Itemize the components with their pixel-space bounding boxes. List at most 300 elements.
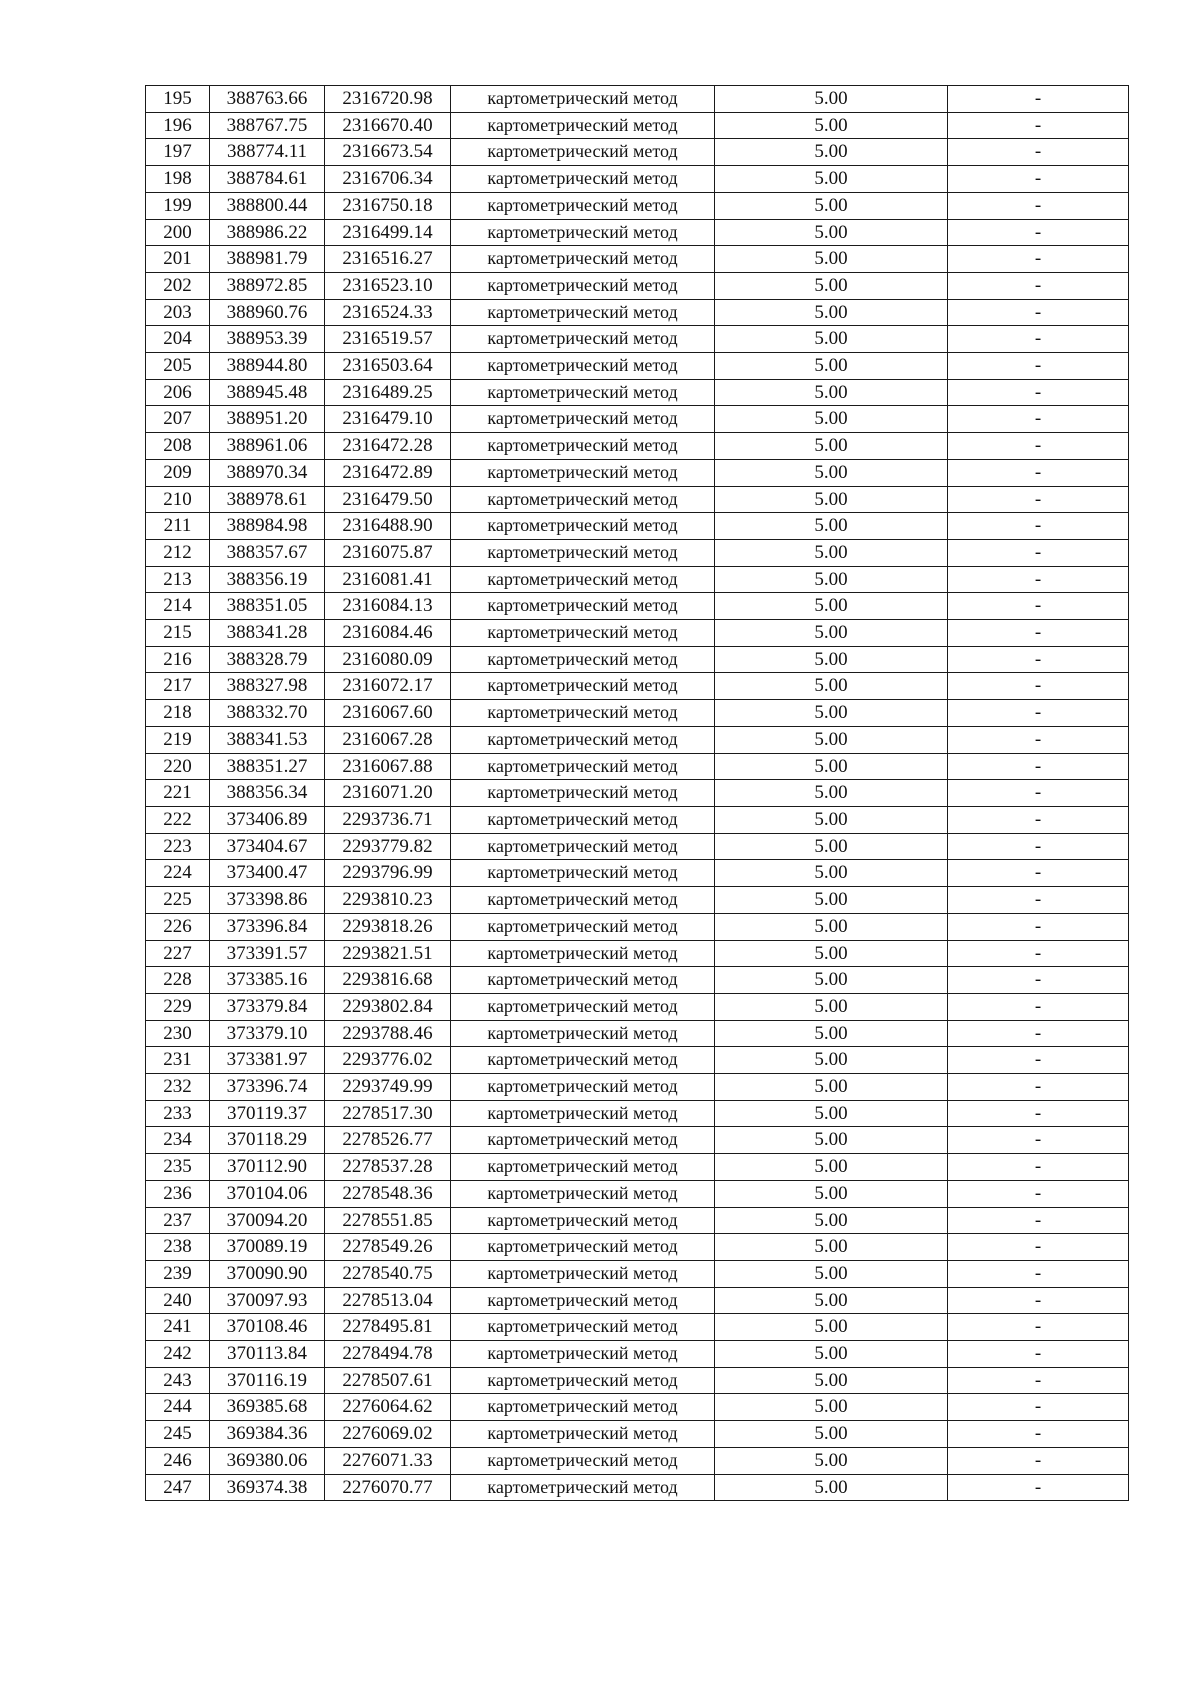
- table-row: [146, 1154, 1129, 1181]
- description-cell: -: [948, 673, 1129, 700]
- method-cell: картометрический метод: [451, 272, 715, 299]
- y-coordinate-cell: 2316067.28: [325, 726, 451, 753]
- y-coordinate-cell: 2316673.54: [325, 139, 451, 166]
- table-row: [146, 379, 1129, 406]
- method-cell: картометрический метод: [451, 967, 715, 994]
- description-cell: -: [948, 1394, 1129, 1421]
- x-coordinate-cell: 388961.06: [210, 433, 325, 460]
- y-coordinate-cell: 2278517.30: [325, 1100, 451, 1127]
- description-cell: -: [948, 1234, 1129, 1261]
- method-cell: картометрический метод: [451, 139, 715, 166]
- x-coordinate-cell: 369374.38: [210, 1474, 325, 1501]
- y-coordinate-cell: 2278513.04: [325, 1287, 451, 1314]
- table-row: [146, 620, 1129, 647]
- method-cell: картометрический метод: [451, 1394, 715, 1421]
- x-coordinate-cell: 369380.06: [210, 1447, 325, 1474]
- y-coordinate-cell: 2278548.36: [325, 1180, 451, 1207]
- y-coordinate-cell: 2278551.85: [325, 1207, 451, 1234]
- point-number-cell: 228: [146, 967, 210, 994]
- description-cell: -: [948, 646, 1129, 673]
- accuracy-cell: 5.00: [715, 833, 948, 860]
- accuracy-cell: 5.00: [715, 1314, 948, 1341]
- y-coordinate-cell: 2316472.89: [325, 459, 451, 486]
- accuracy-cell: 5.00: [715, 566, 948, 593]
- point-number-cell: 225: [146, 887, 210, 914]
- description-cell: -: [948, 1260, 1129, 1287]
- point-number-cell: 230: [146, 1020, 210, 1047]
- description-cell: -: [948, 1100, 1129, 1127]
- table-row: [146, 166, 1129, 193]
- x-coordinate-cell: 373404.67: [210, 833, 325, 860]
- accuracy-cell: 5.00: [715, 940, 948, 967]
- description-cell: -: [948, 1154, 1129, 1181]
- point-number-cell: 231: [146, 1047, 210, 1074]
- description-cell: -: [948, 1367, 1129, 1394]
- method-cell: картометрический метод: [451, 1287, 715, 1314]
- y-coordinate-cell: 2278494.78: [325, 1341, 451, 1368]
- accuracy-cell: 5.00: [715, 1180, 948, 1207]
- method-cell: картометрический метод: [451, 913, 715, 940]
- description-cell: -: [948, 1341, 1129, 1368]
- accuracy-cell: 5.00: [715, 326, 948, 353]
- point-number-cell: 210: [146, 486, 210, 513]
- y-coordinate-cell: 2316479.10: [325, 406, 451, 433]
- y-coordinate-cell: 2316706.34: [325, 166, 451, 193]
- table-row: [146, 539, 1129, 566]
- point-number-cell: 229: [146, 993, 210, 1020]
- x-coordinate-cell: 388960.76: [210, 299, 325, 326]
- y-coordinate-cell: 2293788.46: [325, 1020, 451, 1047]
- x-coordinate-cell: 373379.84: [210, 993, 325, 1020]
- method-cell: картометрический метод: [451, 806, 715, 833]
- description-cell: -: [948, 780, 1129, 807]
- coordinates-table: [145, 85, 1129, 1501]
- x-coordinate-cell: 388351.05: [210, 593, 325, 620]
- y-coordinate-cell: 2316489.25: [325, 379, 451, 406]
- x-coordinate-cell: 370089.19: [210, 1234, 325, 1261]
- y-coordinate-cell: 2278549.26: [325, 1234, 451, 1261]
- accuracy-cell: 5.00: [715, 433, 948, 460]
- x-coordinate-cell: 373379.10: [210, 1020, 325, 1047]
- method-cell: картометрический метод: [451, 539, 715, 566]
- point-number-cell: 206: [146, 379, 210, 406]
- x-coordinate-cell: 370116.19: [210, 1367, 325, 1394]
- method-cell: картометрический метод: [451, 566, 715, 593]
- accuracy-cell: 5.00: [715, 459, 948, 486]
- description-cell: -: [948, 806, 1129, 833]
- y-coordinate-cell: 2293802.84: [325, 993, 451, 1020]
- accuracy-cell: 5.00: [715, 860, 948, 887]
- point-number-cell: 234: [146, 1127, 210, 1154]
- x-coordinate-cell: 369384.36: [210, 1421, 325, 1448]
- accuracy-cell: 5.00: [715, 379, 948, 406]
- y-coordinate-cell: 2316503.64: [325, 353, 451, 380]
- x-coordinate-cell: 388357.67: [210, 539, 325, 566]
- point-number-cell: 197: [146, 139, 210, 166]
- y-coordinate-cell: 2316067.60: [325, 700, 451, 727]
- x-coordinate-cell: 370090.90: [210, 1260, 325, 1287]
- y-coordinate-cell: 2278495.81: [325, 1314, 451, 1341]
- x-coordinate-cell: 388763.66: [210, 86, 325, 113]
- description-cell: -: [948, 1047, 1129, 1074]
- description-cell: -: [948, 1287, 1129, 1314]
- method-cell: картометрический метод: [451, 486, 715, 513]
- x-coordinate-cell: 373406.89: [210, 806, 325, 833]
- point-number-cell: 222: [146, 806, 210, 833]
- description-cell: -: [948, 753, 1129, 780]
- accuracy-cell: 5.00: [715, 700, 948, 727]
- description-cell: -: [948, 433, 1129, 460]
- table-row: [146, 940, 1129, 967]
- y-coordinate-cell: 2316524.33: [325, 299, 451, 326]
- table-row: [146, 1234, 1129, 1261]
- description-cell: -: [948, 1447, 1129, 1474]
- method-cell: картометрический метод: [451, 1020, 715, 1047]
- method-cell: картометрический метод: [451, 646, 715, 673]
- table-row: [146, 86, 1129, 113]
- method-cell: картометрический метод: [451, 379, 715, 406]
- y-coordinate-cell: 2316479.50: [325, 486, 451, 513]
- accuracy-cell: 5.00: [715, 1020, 948, 1047]
- method-cell: картометрический метод: [451, 1474, 715, 1501]
- method-cell: картометрический метод: [451, 993, 715, 1020]
- accuracy-cell: 5.00: [715, 299, 948, 326]
- description-cell: -: [948, 726, 1129, 753]
- y-coordinate-cell: 2316516.27: [325, 246, 451, 273]
- table-row: [146, 780, 1129, 807]
- method-cell: картометрический метод: [451, 940, 715, 967]
- accuracy-cell: 5.00: [715, 780, 948, 807]
- accuracy-cell: 5.00: [715, 1367, 948, 1394]
- description-cell: -: [948, 166, 1129, 193]
- description-cell: -: [948, 1314, 1129, 1341]
- table-row: [146, 1020, 1129, 1047]
- y-coordinate-cell: 2278507.61: [325, 1367, 451, 1394]
- point-number-cell: 246: [146, 1447, 210, 1474]
- table-row: [146, 1287, 1129, 1314]
- table-row: [146, 433, 1129, 460]
- point-number-cell: 211: [146, 513, 210, 540]
- point-number-cell: 195: [146, 86, 210, 113]
- description-cell: -: [948, 539, 1129, 566]
- point-number-cell: 201: [146, 246, 210, 273]
- point-number-cell: 221: [146, 780, 210, 807]
- x-coordinate-cell: 373400.47: [210, 860, 325, 887]
- description-cell: -: [948, 86, 1129, 113]
- table-row: [146, 1394, 1129, 1421]
- x-coordinate-cell: 370094.20: [210, 1207, 325, 1234]
- y-coordinate-cell: 2316072.17: [325, 673, 451, 700]
- point-number-cell: 205: [146, 353, 210, 380]
- x-coordinate-cell: 370097.93: [210, 1287, 325, 1314]
- point-number-cell: 242: [146, 1341, 210, 1368]
- point-number-cell: 245: [146, 1421, 210, 1448]
- method-cell: картометрический метод: [451, 86, 715, 113]
- description-cell: -: [948, 993, 1129, 1020]
- point-number-cell: 199: [146, 192, 210, 219]
- description-cell: -: [948, 1020, 1129, 1047]
- x-coordinate-cell: 373398.86: [210, 887, 325, 914]
- method-cell: картометрический метод: [451, 513, 715, 540]
- accuracy-cell: 5.00: [715, 1341, 948, 1368]
- table-row: [146, 459, 1129, 486]
- y-coordinate-cell: 2276064.62: [325, 1394, 451, 1421]
- x-coordinate-cell: 388970.34: [210, 459, 325, 486]
- point-number-cell: 217: [146, 673, 210, 700]
- method-cell: картометрический метод: [451, 620, 715, 647]
- x-coordinate-cell: 388981.79: [210, 246, 325, 273]
- y-coordinate-cell: 2293749.99: [325, 1074, 451, 1101]
- table-row: [146, 1421, 1129, 1448]
- accuracy-cell: 5.00: [715, 1127, 948, 1154]
- y-coordinate-cell: 2316720.98: [325, 86, 451, 113]
- method-cell: картометрический метод: [451, 1447, 715, 1474]
- accuracy-cell: 5.00: [715, 272, 948, 299]
- method-cell: картометрический метод: [451, 860, 715, 887]
- description-cell: -: [948, 272, 1129, 299]
- table-row: [146, 353, 1129, 380]
- accuracy-cell: 5.00: [715, 1154, 948, 1181]
- method-cell: картометрический метод: [451, 753, 715, 780]
- y-coordinate-cell: 2293818.26: [325, 913, 451, 940]
- y-coordinate-cell: 2316472.28: [325, 433, 451, 460]
- x-coordinate-cell: 373385.16: [210, 967, 325, 994]
- accuracy-cell: 5.00: [715, 166, 948, 193]
- description-cell: -: [948, 1421, 1129, 1448]
- table-row: [146, 326, 1129, 353]
- point-number-cell: 203: [146, 299, 210, 326]
- table-row: [146, 246, 1129, 273]
- method-cell: картометрический метод: [451, 1421, 715, 1448]
- point-number-cell: 215: [146, 620, 210, 647]
- y-coordinate-cell: 2316080.09: [325, 646, 451, 673]
- y-coordinate-cell: 2316523.10: [325, 272, 451, 299]
- table-row: [146, 993, 1129, 1020]
- method-cell: картометрический метод: [451, 112, 715, 139]
- accuracy-cell: 5.00: [715, 539, 948, 566]
- table-row: [146, 1180, 1129, 1207]
- table-row: [146, 112, 1129, 139]
- y-coordinate-cell: 2316084.13: [325, 593, 451, 620]
- description-cell: -: [948, 940, 1129, 967]
- y-coordinate-cell: 2278537.28: [325, 1154, 451, 1181]
- point-number-cell: 247: [146, 1474, 210, 1501]
- x-coordinate-cell: 388951.20: [210, 406, 325, 433]
- x-coordinate-cell: 373396.74: [210, 1074, 325, 1101]
- point-number-cell: 233: [146, 1100, 210, 1127]
- point-number-cell: 237: [146, 1207, 210, 1234]
- method-cell: картометрический метод: [451, 726, 715, 753]
- method-cell: картометрический метод: [451, 326, 715, 353]
- table-row: [146, 272, 1129, 299]
- x-coordinate-cell: 388945.48: [210, 379, 325, 406]
- accuracy-cell: 5.00: [715, 192, 948, 219]
- point-number-cell: 204: [146, 326, 210, 353]
- method-cell: картометрический метод: [451, 833, 715, 860]
- accuracy-cell: 5.00: [715, 1474, 948, 1501]
- table-row: [146, 1341, 1129, 1368]
- description-cell: -: [948, 1180, 1129, 1207]
- accuracy-cell: 5.00: [715, 219, 948, 246]
- point-number-cell: 213: [146, 566, 210, 593]
- x-coordinate-cell: 370112.90: [210, 1154, 325, 1181]
- y-coordinate-cell: 2278540.75: [325, 1260, 451, 1287]
- x-coordinate-cell: 388944.80: [210, 353, 325, 380]
- point-number-cell: 214: [146, 593, 210, 620]
- table-row: [146, 700, 1129, 727]
- table-row: [146, 486, 1129, 513]
- x-coordinate-cell: 370118.29: [210, 1127, 325, 1154]
- table-row: [146, 192, 1129, 219]
- description-cell: -: [948, 486, 1129, 513]
- description-cell: -: [948, 326, 1129, 353]
- description-cell: -: [948, 139, 1129, 166]
- x-coordinate-cell: 388800.44: [210, 192, 325, 219]
- description-cell: -: [948, 620, 1129, 647]
- x-coordinate-cell: 388332.70: [210, 700, 325, 727]
- accuracy-cell: 5.00: [715, 353, 948, 380]
- y-coordinate-cell: 2316750.18: [325, 192, 451, 219]
- description-cell: -: [948, 566, 1129, 593]
- method-cell: картометрический метод: [451, 1260, 715, 1287]
- accuracy-cell: 5.00: [715, 646, 948, 673]
- method-cell: картометрический метод: [451, 1074, 715, 1101]
- point-number-cell: 196: [146, 112, 210, 139]
- accuracy-cell: 5.00: [715, 753, 948, 780]
- accuracy-cell: 5.00: [715, 1047, 948, 1074]
- x-coordinate-cell: 388984.98: [210, 513, 325, 540]
- description-cell: -: [948, 112, 1129, 139]
- point-number-cell: 241: [146, 1314, 210, 1341]
- table-row: [146, 806, 1129, 833]
- point-number-cell: 227: [146, 940, 210, 967]
- accuracy-cell: 5.00: [715, 86, 948, 113]
- description-cell: -: [948, 459, 1129, 486]
- description-cell: -: [948, 833, 1129, 860]
- x-coordinate-cell: 373396.84: [210, 913, 325, 940]
- point-number-cell: 200: [146, 219, 210, 246]
- table-row: [146, 673, 1129, 700]
- method-cell: картометрический метод: [451, 246, 715, 273]
- table-row: [146, 726, 1129, 753]
- y-coordinate-cell: 2278526.77: [325, 1127, 451, 1154]
- method-cell: картометрический метод: [451, 1100, 715, 1127]
- point-number-cell: 219: [146, 726, 210, 753]
- table-row: [146, 406, 1129, 433]
- method-cell: картометрический метод: [451, 459, 715, 486]
- table-row: [146, 887, 1129, 914]
- y-coordinate-cell: 2316488.90: [325, 513, 451, 540]
- method-cell: картометрический метод: [451, 1341, 715, 1368]
- table-row: [146, 1260, 1129, 1287]
- method-cell: картометрический метод: [451, 887, 715, 914]
- method-cell: картометрический метод: [451, 1314, 715, 1341]
- point-number-cell: 224: [146, 860, 210, 887]
- table-row: [146, 913, 1129, 940]
- table-row: [146, 753, 1129, 780]
- accuracy-cell: 5.00: [715, 593, 948, 620]
- description-cell: -: [948, 1127, 1129, 1154]
- point-number-cell: 209: [146, 459, 210, 486]
- table-row: [146, 860, 1129, 887]
- x-coordinate-cell: 388972.85: [210, 272, 325, 299]
- accuracy-cell: 5.00: [715, 1234, 948, 1261]
- table-row: [146, 566, 1129, 593]
- method-cell: картометрический метод: [451, 1207, 715, 1234]
- method-cell: картометрический метод: [451, 166, 715, 193]
- description-cell: -: [948, 353, 1129, 380]
- y-coordinate-cell: 2316670.40: [325, 112, 451, 139]
- x-coordinate-cell: 388356.34: [210, 780, 325, 807]
- table-row: [146, 1127, 1129, 1154]
- x-coordinate-cell: 370104.06: [210, 1180, 325, 1207]
- method-cell: картометрический метод: [451, 780, 715, 807]
- accuracy-cell: 5.00: [715, 673, 948, 700]
- accuracy-cell: 5.00: [715, 967, 948, 994]
- table-row: [146, 593, 1129, 620]
- y-coordinate-cell: 2293736.71: [325, 806, 451, 833]
- accuracy-cell: 5.00: [715, 1394, 948, 1421]
- table-row: [146, 1447, 1129, 1474]
- method-cell: картометрический метод: [451, 433, 715, 460]
- accuracy-cell: 5.00: [715, 993, 948, 1020]
- point-number-cell: 208: [146, 433, 210, 460]
- y-coordinate-cell: 2276071.33: [325, 1447, 451, 1474]
- x-coordinate-cell: 388341.28: [210, 620, 325, 647]
- method-cell: картометрический метод: [451, 299, 715, 326]
- y-coordinate-cell: 2293810.23: [325, 887, 451, 914]
- table-row: [146, 1314, 1129, 1341]
- table-row: [146, 646, 1129, 673]
- y-coordinate-cell: 2316081.41: [325, 566, 451, 593]
- accuracy-cell: 5.00: [715, 486, 948, 513]
- accuracy-cell: 5.00: [715, 1421, 948, 1448]
- y-coordinate-cell: 2316519.57: [325, 326, 451, 353]
- description-cell: -: [948, 379, 1129, 406]
- method-cell: картометрический метод: [451, 1047, 715, 1074]
- method-cell: картометрический метод: [451, 1180, 715, 1207]
- point-number-cell: 198: [146, 166, 210, 193]
- y-coordinate-cell: 2276069.02: [325, 1421, 451, 1448]
- point-number-cell: 212: [146, 539, 210, 566]
- accuracy-cell: 5.00: [715, 406, 948, 433]
- x-coordinate-cell: 369385.68: [210, 1394, 325, 1421]
- point-number-cell: 239: [146, 1260, 210, 1287]
- accuracy-cell: 5.00: [715, 139, 948, 166]
- x-coordinate-cell: 388356.19: [210, 566, 325, 593]
- description-cell: -: [948, 192, 1129, 219]
- method-cell: картометрический метод: [451, 1367, 715, 1394]
- table-row: [146, 1100, 1129, 1127]
- x-coordinate-cell: 388767.75: [210, 112, 325, 139]
- point-number-cell: 223: [146, 833, 210, 860]
- y-coordinate-cell: 2293776.02: [325, 1047, 451, 1074]
- table-row: [146, 299, 1129, 326]
- accuracy-cell: 5.00: [715, 112, 948, 139]
- x-coordinate-cell: 370108.46: [210, 1314, 325, 1341]
- accuracy-cell: 5.00: [715, 887, 948, 914]
- description-cell: -: [948, 913, 1129, 940]
- x-coordinate-cell: 370113.84: [210, 1341, 325, 1368]
- method-cell: картометрический метод: [451, 593, 715, 620]
- accuracy-cell: 5.00: [715, 1100, 948, 1127]
- x-coordinate-cell: 388351.27: [210, 753, 325, 780]
- x-coordinate-cell: 373391.57: [210, 940, 325, 967]
- table-row: [146, 513, 1129, 540]
- y-coordinate-cell: 2293821.51: [325, 940, 451, 967]
- description-cell: -: [948, 1474, 1129, 1501]
- method-cell: картометрический метод: [451, 406, 715, 433]
